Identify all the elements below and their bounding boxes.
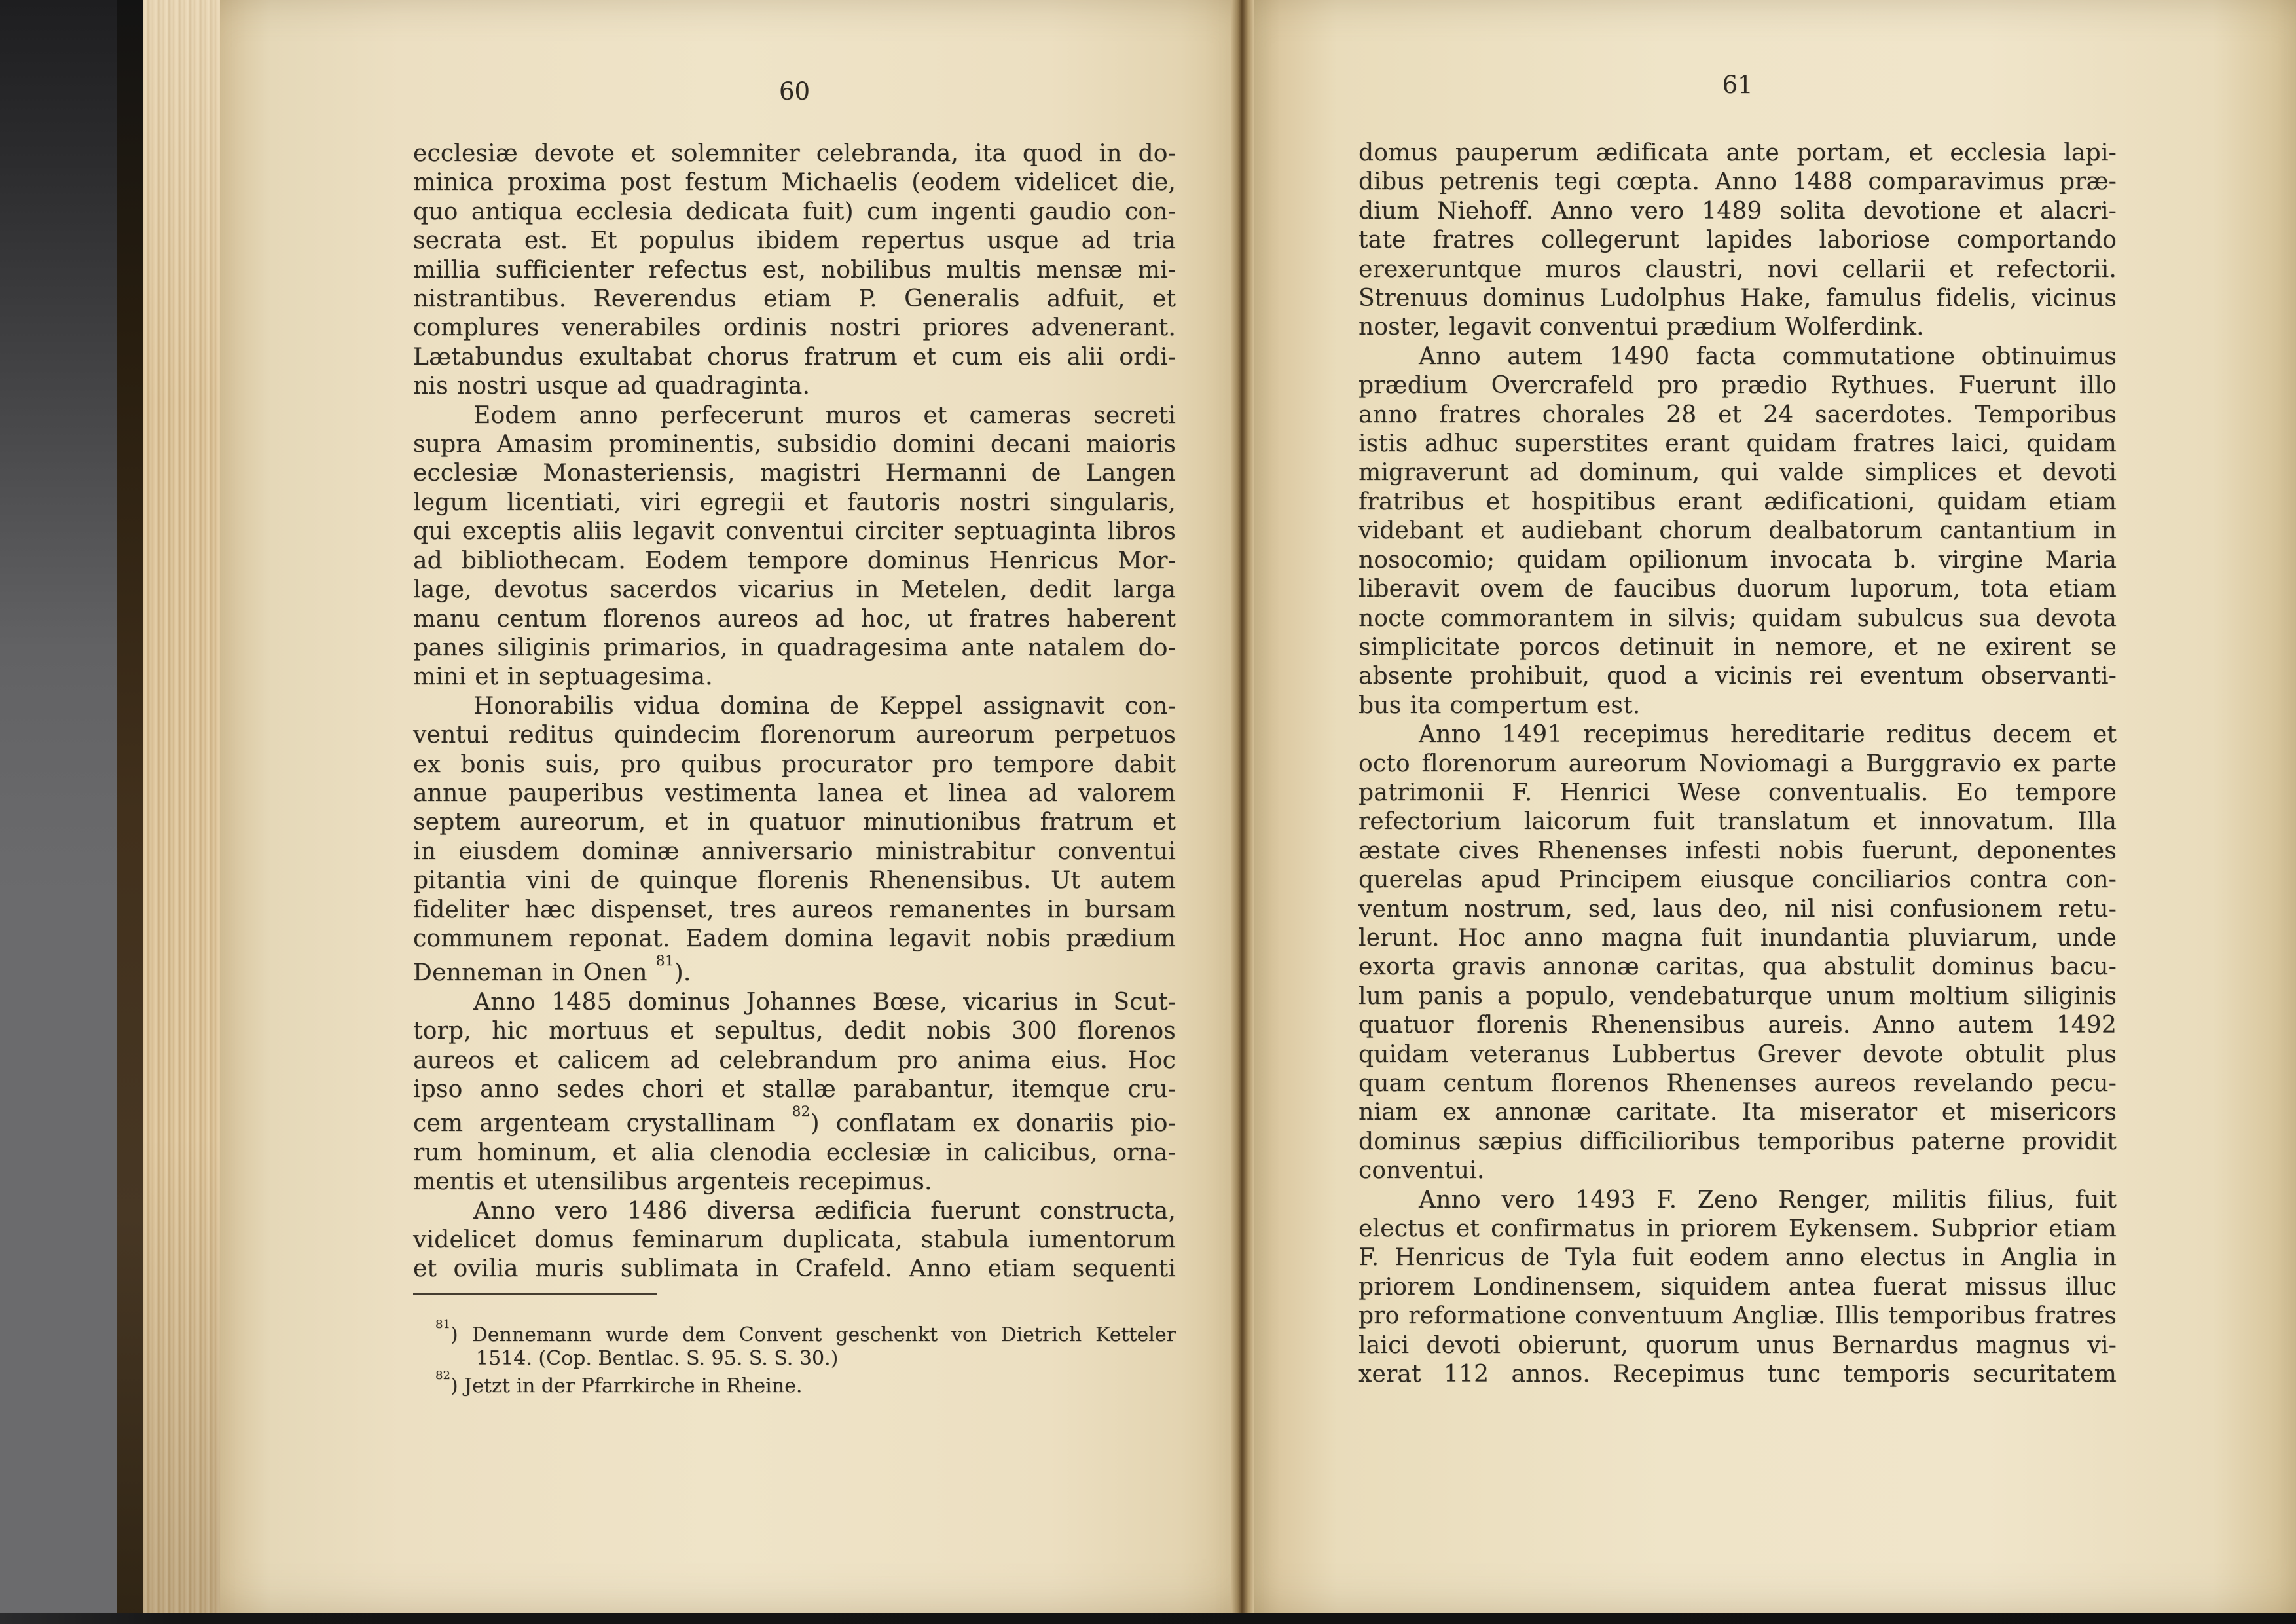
text-line: Anno vero 1486 diversa ædificia fuerunt constructa, (473, 1197, 1176, 1225)
text-line: æstate cives Rhenenses infesti nobis fuerunt, deponentes (1358, 837, 2117, 864)
footnote-marker: 81 (655, 952, 674, 969)
text-line: querelas apud Principem eiusque conciliarios contra con- (1358, 866, 2117, 894)
text-line: octo florenorum aureorum Noviomagi a Burggravio ex parte (1358, 750, 2117, 777)
paragraph (1358, 720, 2117, 1186)
text-line: complures venerabiles ordinis nostri priores advenerant. (413, 314, 1176, 342)
paragraph (1358, 342, 2117, 720)
paragraph (413, 139, 1176, 401)
text-line: refectorium laicorum fuit translatum et innovatum. Illa (1358, 808, 2117, 836)
footnote (413, 1319, 1176, 1370)
text-line: panes siliginis primarios, in quadragesima ante natalem do- (413, 634, 1176, 661)
text-line: dibus petrenis tegi cœpta. Anno 1488 comparavimus præ- (1358, 168, 2117, 196)
page-number-right: 61 (1722, 71, 1753, 99)
left-text-column (413, 139, 1176, 1284)
text-line: quidam veteranus Lubbertus Grever devote obtulit plus (1358, 1041, 2117, 1068)
text-line: Anno 1485 dominus Johannes Bœse, vicarius in Scut- (473, 988, 1176, 1016)
paragraph (413, 988, 1176, 1197)
text-line: quo antiqua ecclesia dedicata fuit) cum ingenti gaudio con- (413, 198, 1176, 225)
text-line: simplicitate porcos detinuit in nemore, et ne exirent se (1358, 633, 2117, 661)
text-line: tate fratres collegerunt lapides laboriose comportando (1358, 227, 2117, 254)
text-line: exorta gravis annonæ caritas, qua abstulit dominus bacu- (1358, 953, 2117, 981)
text-line: cem argenteam crystallinam $^{82}$) conflatam ex donariis pio- (413, 1103, 1176, 1137)
text-line: ipso anno sedes chori et stallæ parabantur, itemque cru- (413, 1076, 1176, 1103)
text-line: pro reformatione conventuum Angliæ. Illis temporibus fratres (1358, 1302, 2117, 1330)
text-line: electus et confirmatus in priorem Eykensem. Subprior etiam (1358, 1215, 2117, 1243)
right-text-column (1358, 139, 2117, 1389)
page-left (220, 0, 1231, 1624)
text-line: legum licentiati, viri egregii et fautoris nostri singularis, (413, 489, 1176, 516)
text-line: Anno 1491 recepimus hereditarie reditus decem et (1419, 721, 2117, 748)
text-line: septem aureorum, et in quatuor minutionibus fratrum et (413, 809, 1176, 836)
text-line: lum panis a populo, vendebaturque unum moltium siliginis (1358, 982, 2117, 1010)
text-line: domus pauperum ædificata ante portam, et ecclesia lapi- (1358, 139, 2117, 166)
text-line: liberavit ovem de faucibus duorum luporum, tota etiam (1358, 576, 2117, 603)
text-line: qui exceptis aliis legavit conventui circiter septuaginta libros (413, 518, 1176, 545)
paragraph (1358, 139, 2117, 342)
text-line: Strenuus dominus Ludolphus Hake, famulus fidelis, vicinus (1358, 285, 2117, 312)
text-line: laici devoti obierunt, quorum unus Bernardus magnus vi- (1358, 1331, 2117, 1359)
footnote-line: 1514. (Cop. Bentlac. S. 95. S. S. 30.) (476, 1346, 839, 1370)
text-line: mentis et utensilibus argenteis recepimus. (413, 1168, 932, 1196)
text-line: nocte commorantem in silvis; quidam subulcus sua devota (1358, 604, 2117, 632)
text-line: lage, devotus sacerdos vicarius in Metelen, dedit larga (413, 576, 1176, 604)
paragraph (413, 401, 1176, 692)
text-line: millia sufficienter refectus est, nobilibus multis mensæ mi- (413, 256, 1176, 284)
text-line: quam centum florenos Rhenenses aureos revelando pecu- (1358, 1070, 2117, 1097)
footnote-marker: 81 (435, 1318, 450, 1331)
text-line: Anno vero 1493 F. Zeno Renger, militis filius, fuit (1419, 1186, 2117, 1213)
text-line: migraverunt ad dominum, qui valde simplices et devoti (1358, 459, 2117, 487)
paragraph (413, 692, 1176, 988)
text-line: secrata est. Et populus ibidem repertus usque ad tria (413, 227, 1176, 255)
footnote-rule (413, 1293, 657, 1295)
text-line: minica proxima post festum Michaelis (eodem videlicet die, (413, 169, 1176, 196)
page-number-left: 60 (778, 77, 811, 105)
text-line: videbant et audiebant chorum dealbatorum cantantium in (1358, 517, 2117, 545)
text-line: aureos et calicem ad celebrandum pro anima eius. Hoc (413, 1046, 1176, 1074)
text-line: Eodem anno perfecerunt muros et cameras secreti (473, 401, 1176, 429)
book-gutter-shadow (1231, 0, 1254, 1624)
text-line: fideliter hæc dispenset, tres aureos remanentes in bursam (413, 896, 1176, 923)
scanner-background (0, 0, 117, 1624)
footnote-line: $^{81}$) Dennemann wurde dem Convent geschenkt von Dietrich Ketteler (435, 1318, 1176, 1346)
paragraph (1358, 1186, 2117, 1390)
text-line: quatuor florenis Rhenensibus aureis. Anno autem 1492 (1358, 1012, 2117, 1039)
text-line: lerunt. Hoc anno magna fuit inundantia pluviarum, unde (1358, 924, 2117, 951)
footnotes (413, 1319, 1176, 1398)
text-line: Lætabundus exultabat chorus fratrum et cum eis alii ordi- (413, 343, 1176, 371)
text-line: ecclesiæ devote et solemniter celebranda, ita quod in do- (413, 140, 1176, 167)
text-line: annue pauperibus vestimenta lanea et linea ad valorem (413, 779, 1176, 807)
text-line: absente prohibuit, quod a vicinis rei eventum observanti- (1358, 663, 2117, 690)
text-line: ventum nostrum, sed, laus deo, nil nisi confusionem retu- (1358, 895, 2117, 923)
text-line: conventui. (1358, 1157, 1485, 1185)
text-line: Anno autem 1490 facta commutatione obtinuimus (1419, 342, 2117, 370)
text-line: prædium Overcrafeld pro prædio Rythues. Fuerunt illo (1358, 372, 2117, 399)
text-line: in eiusdem dominæ anniversario ministrabitur conventui (413, 838, 1176, 865)
footnote-marker: 82 (435, 1369, 450, 1382)
text-line: niam ex annonæ caritate. Ita miserator et misericors (1358, 1099, 2117, 1126)
book-cover-edge (117, 0, 143, 1624)
text-line: dominus sæpius difficilioribus temporibus paterne providit (1358, 1128, 2117, 1155)
text-line: bus ita compertum est. (1358, 692, 1641, 719)
paragraph (413, 1197, 1176, 1284)
text-line: ecclesiæ Monasteriensis, magistri Hermanni de Langen (413, 460, 1176, 487)
text-line: fratribus et hospitibus erant ædificationi, quidam etiam (1358, 488, 2117, 515)
text-line: mini et in septuagesima. (413, 663, 713, 691)
text-line: ad bibliothecam. Eodem tempore dominus Henricus Mor- (413, 547, 1176, 574)
footnote-line: $^{82}$) Jetzt in der Pfarrkirche in Rheine. (435, 1369, 803, 1397)
text-line: anno fratres chorales 28 et 24 sacerdotes. Temporibus (1358, 401, 2117, 428)
text-line: istis adhuc superstites erant quidam fratres laici, quidam (1358, 430, 2117, 458)
text-line: Honorabilis vidua domina de Keppel assignavit con- (473, 692, 1176, 720)
text-line: nistrantibus. Reverendus etiam P. Generalis adfuit, et (413, 286, 1176, 313)
text-line: communem reponat. Eadem domina legavit nobis prædium (413, 925, 1176, 952)
text-line: nosocomio; quidam opilionum invocata b. virgine Maria (1358, 546, 2117, 574)
text-line: Denneman in Onen $^{81}$). (413, 952, 691, 987)
text-line: ventui reditus quindecim florenorum aureorum perpetuos (413, 722, 1176, 749)
footnote (413, 1370, 1176, 1398)
text-line: priorem Londinensem, siquidem antea fuerat missus illuc (1358, 1273, 2117, 1301)
footnote-marker: 82 (792, 1103, 811, 1120)
text-line: dium Niehoff. Anno vero 1489 solita devotione et alacri- (1358, 197, 2117, 225)
text-line: ex bonis suis, pro quibus procurator pro tempore dabit (413, 750, 1176, 778)
text-line: videlicet domus feminarum duplicata, stabula iumentorum (413, 1227, 1176, 1254)
text-line: et ovilia muris sublimata in Crafeld. Anno etiam sequenti (413, 1255, 1176, 1283)
text-line: xerat 112 annos. Recepimus tunc temporis securitatem (1358, 1361, 2117, 1388)
text-line: manu centum florenos aureos ad hoc, ut fratres haberent (413, 605, 1176, 633)
text-line: nis nostri usque ad quadraginta. (413, 373, 811, 400)
text-line: pitantia vini de quinque florenis Rhenensibus. Ut autem (413, 867, 1176, 895)
scan-bottom-edge (0, 1613, 2296, 1624)
text-line: noster, legavit conventui prædium Wolferdink. (1358, 314, 1924, 341)
text-line: patrimonii F. Henrici Wese conventualis. Eo tempore (1358, 779, 2117, 806)
text-line: rum hominum, et alia clenodia ecclesiæ in calicibus, orna- (413, 1139, 1176, 1166)
page-fore-edges (143, 0, 220, 1624)
text-line: erexeruntque muros claustri, novi cellarii et refectorii. (1358, 255, 2117, 283)
text-line: torp, hic mortuus et sepultus, dedit nobis 300 florenos (413, 1018, 1176, 1045)
page-right (1254, 0, 2296, 1624)
text-line: F. Henricus de Tyla fuit eodem anno electus in Anglia in (1358, 1244, 2117, 1272)
text-line: supra Amasim prominentis, subsidio domini decani maioris (413, 431, 1176, 458)
